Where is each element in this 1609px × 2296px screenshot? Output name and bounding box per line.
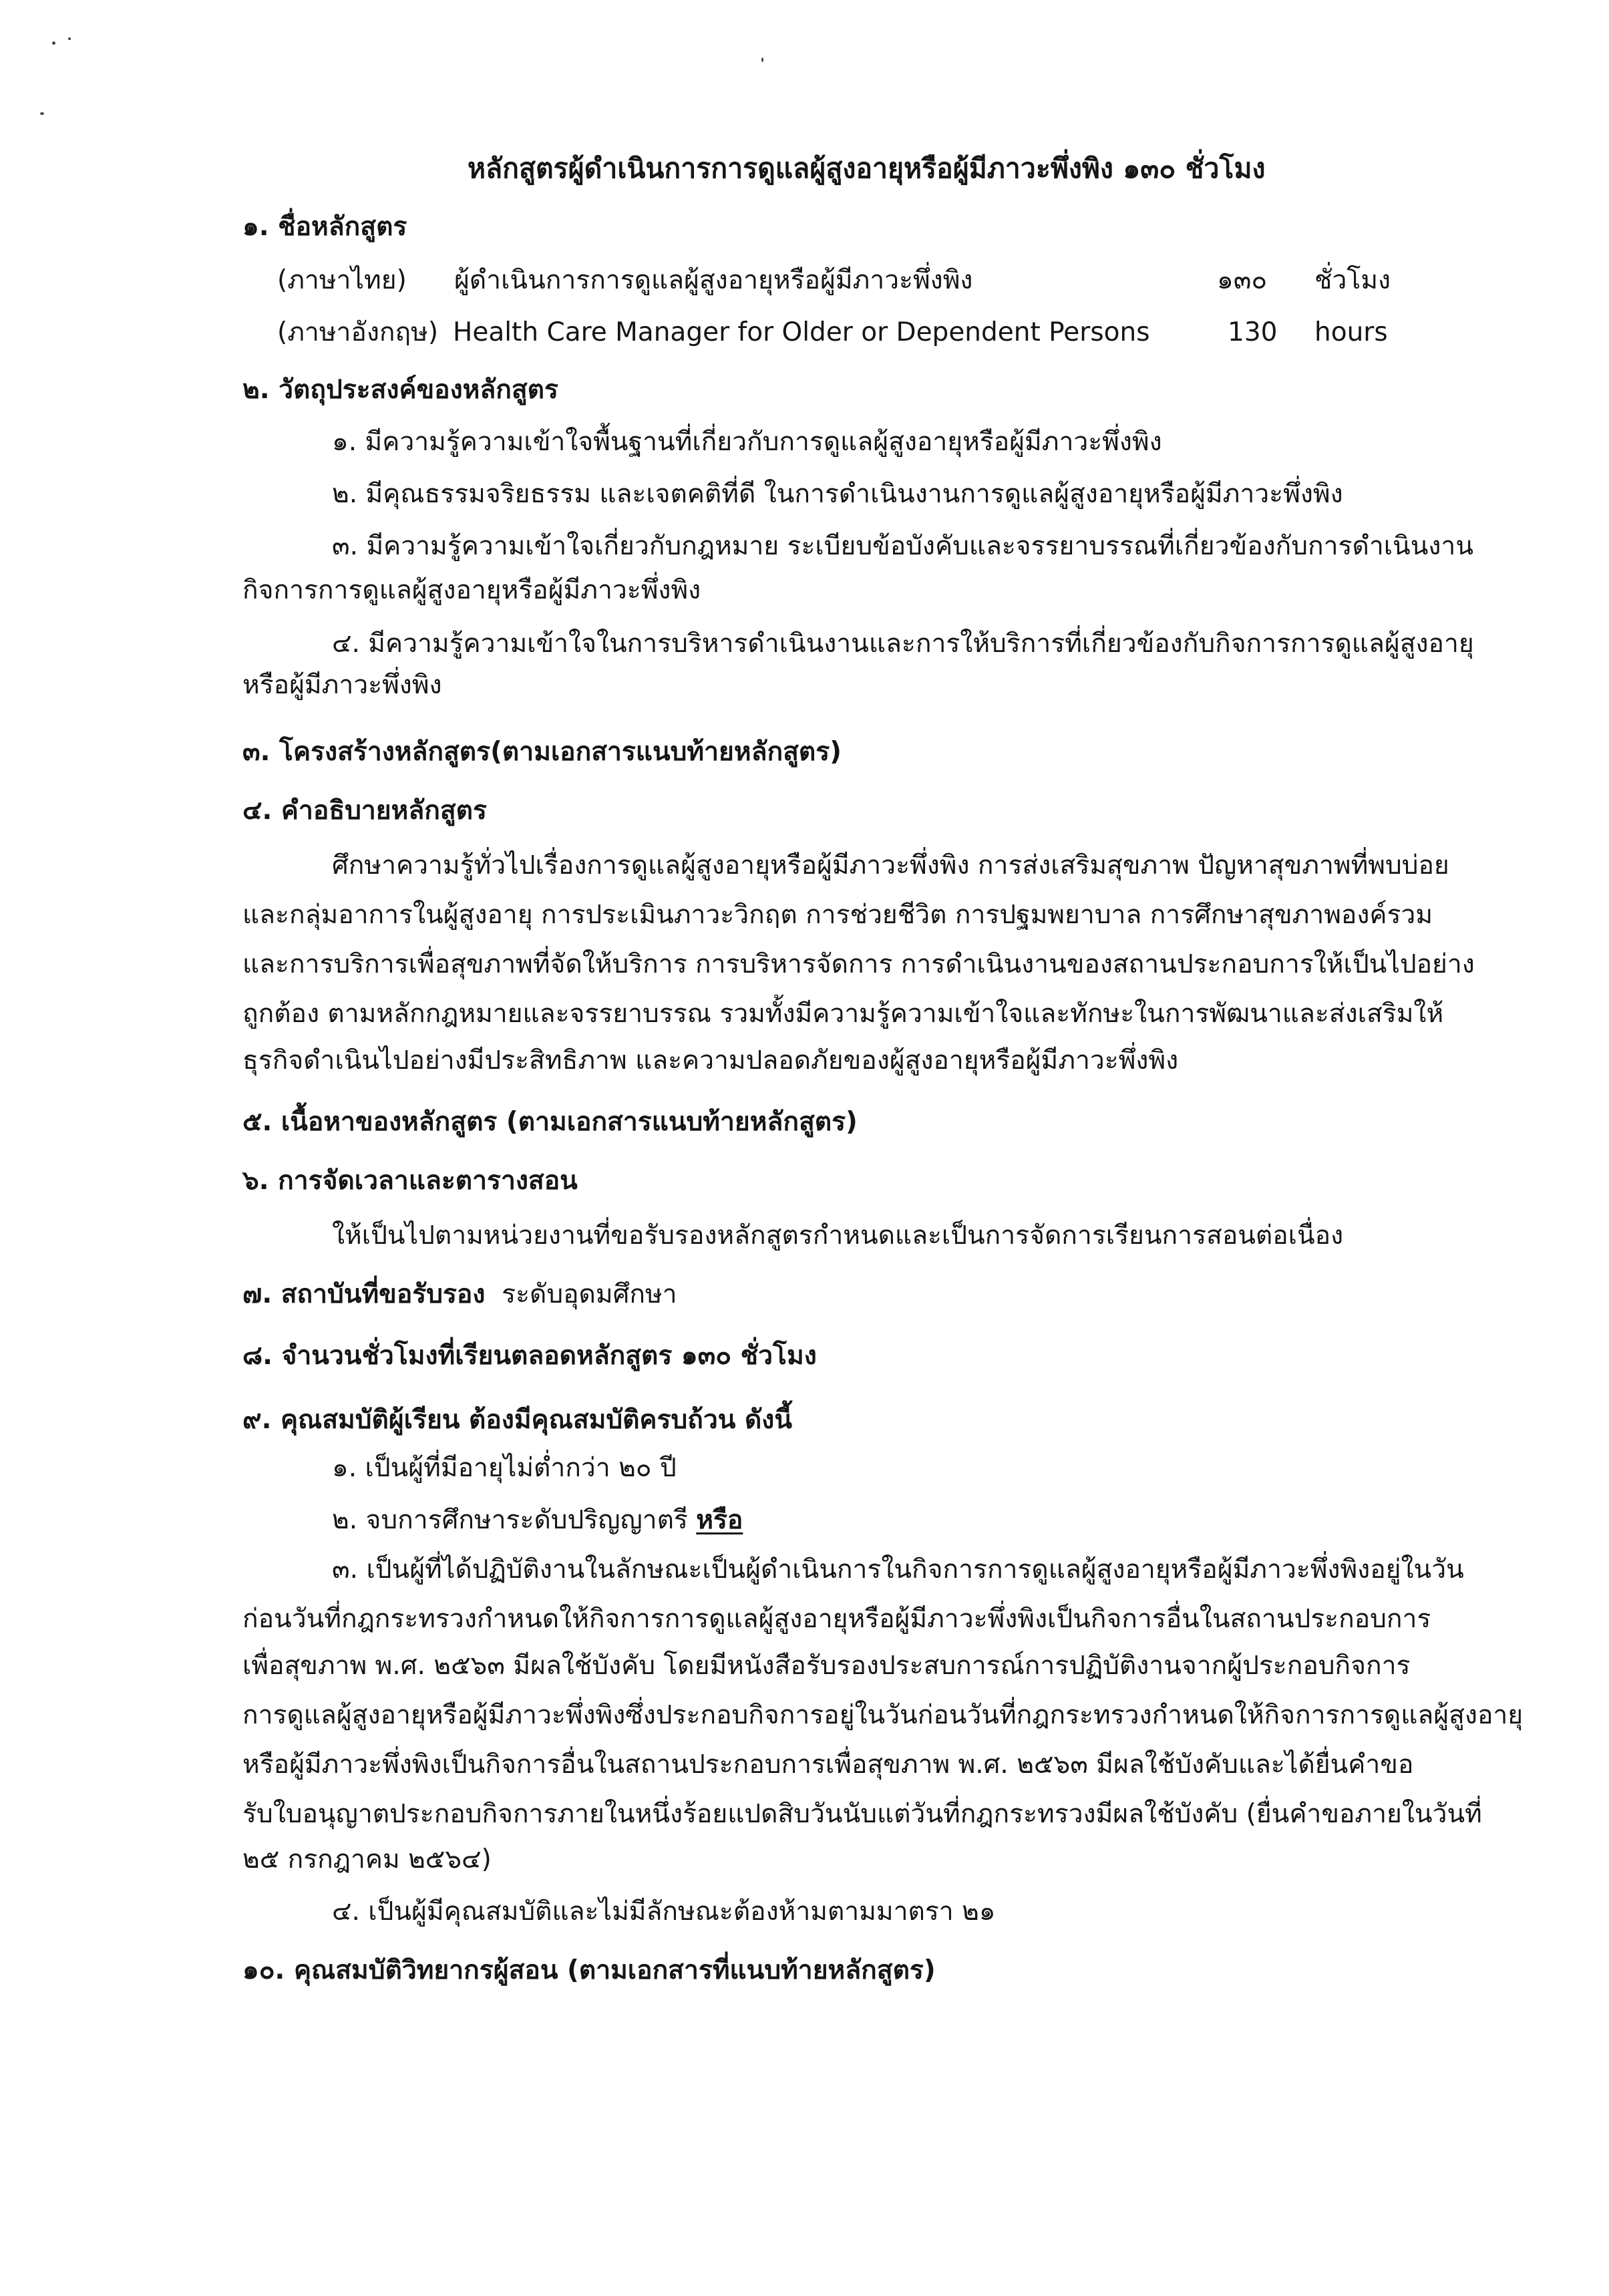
qualification-2-text: ๒. จบการศึกษาระดับปริญญาตรี — [332, 1505, 688, 1535]
section-6-heading: ๖. การจัดเวลาและตารางสอน — [242, 1166, 578, 1196]
section-1-heading: ๑. ชื่อหลักสูตร — [242, 212, 407, 242]
description-line-5: ธุรกิจดำเนินไปอย่างมีประสิทธิภาพ และความปลอดภัยของผู้สูงอายุหรือผู้มีภาวะพึ่งพิง — [242, 1045, 1179, 1076]
qualification-3-line-1: ๓. เป็นผู้ที่ได้ปฏิบัติงานในลักษณะเป็นผู้ดำเนินการในกิจการการดูแลผู้สูงอายุหรือผู้มีภาวะพึ่งพิงอยู่ในวัน — [332, 1554, 1464, 1585]
qualification-3-line-3: เพื่อสุขภาพ พ.ศ. ๒๕๖๓ มีผลใช้บังคับ โดยมีหนังสือรับรองประสบการณ์การปฏิบัติงานจากผู้ประกอบกิจการ — [242, 1651, 1411, 1681]
scan-speck — [761, 57, 763, 62]
section-5-heading: ๕. เนื้อหาของหลักสูตร (ตามเอกสารแนบท้ายหลักสูตร) — [242, 1107, 858, 1137]
section-7 — [242, 1281, 677, 1307]
qualification-2-or: หรือ — [696, 1505, 743, 1535]
course-hours-thai: ๑๓๐ — [1217, 265, 1268, 295]
section-4-heading: ๔. คำอธิบายหลักสูตร — [242, 796, 487, 826]
section-9-heading: ๙. คุณสมบัติผู้เรียน ต้องมีคุณสมบัติครบถ้วน ดังนี้ — [242, 1405, 792, 1435]
course-name-thai: ผู้ดำเนินการการดูแลผู้สูงอายุหรือผู้มีภาวะพึ่งพิง — [454, 265, 973, 295]
objective-4-line-1: ๔. มีความรู้ความเข้าใจในการบริหารดำเนินงานและการให้บริการที่เกี่ยวข้องกับกิจการการดูแลผู้สูงอายุ — [332, 629, 1474, 659]
scan-speck — [68, 37, 71, 40]
course-name-eng: Health Care Manager for Older or Dependent Persons — [453, 317, 1150, 347]
objective-2: ๒. มีคุณธรรมจริยธรรม และเจตคติที่ดี ในการดำเนินงานการดูแลผู้สูงอายุหรือผู้มีภาวะพึ่งพิง — [332, 479, 1343, 509]
qualification-3-line-2: ก่อนวันที่กฎกระทรวงกำหนดให้กิจการการดูแลผู้สูงอายุหรือผู้มีภาวะพึ่งพิงเป็นกิจการอื่นในสถานประกอบการ — [242, 1604, 1431, 1634]
section-3-heading: ๓. โครงสร้างหลักสูตร(ตามเอกสารแนบท้ายหลักสูตร) — [242, 737, 842, 767]
objective-3-line-1: ๓. มีความรู้ความเข้าใจเกี่ยวกับกฎหมาย ระเบียบข้อบังคับและจรรยาบรรณที่เกี่ยวข้องกับการดำเนินงาน — [332, 531, 1473, 561]
objective-4-line-2: หรือผู้มีภาวะพึ่งพิง — [242, 670, 442, 700]
qualification-2 — [332, 1507, 743, 1533]
qualification-1: ๑. เป็นผู้ที่มีอายุไม่ต่ำกว่า ๒๐ ปี — [332, 1453, 677, 1483]
course-hours-unit-eng: hours — [1314, 317, 1388, 347]
qualification-4: ๔. เป็นผู้มีคุณสมบัติและไม่มีลักษณะต้องห้ามตามมาตรา ๒๑ — [332, 1897, 996, 1927]
course-hours-eng: 130 — [1228, 317, 1278, 347]
section-7-heading: ๗. สถาบันที่ขอรับรอง — [242, 1279, 486, 1309]
objective-3-line-2: กิจการการดูแลผู้สูงอายุหรือผู้มีภาวะพึ่งพิง — [242, 575, 701, 605]
schedule-text: ให้เป็นไปตามหน่วยงานที่ขอรับรองหลักสูตรกำหนดและเป็นการจัดการเรียนการสอนต่อเนื่อง — [332, 1220, 1344, 1251]
qualification-3-line-4: การดูแลผู้สูงอายุหรือผู้มีภาวะพึ่งพิงซึ่งประกอบกิจการอยู่ในวันก่อนวันที่กฎกระทรวงกำหนดให้กิจการการดูแลผู้สูงอายุ — [242, 1700, 1524, 1730]
course-hours-unit-thai: ชั่วโมง — [1314, 265, 1391, 295]
section-7-value: ระดับอุดมศึกษา — [502, 1279, 677, 1309]
section-2-heading: ๒. วัตถุประสงค์ของหลักสูตร — [242, 375, 558, 405]
section-10-heading: ๑๐. คุณสมบัติวิทยากรผู้สอน (ตามเอกสารที่แนบท้ายหลักสูตร) — [242, 1955, 936, 1985]
scan-speck — [52, 41, 55, 45]
document-title: หลักสูตรผู้ดำเนินการการดูแลผู้สูงอายุหรือผู้มีภาวะพึ่งพิง ๑๓๐ ชั่วโมง — [468, 152, 1266, 184]
qualification-3-line-5: หรือผู้มีภาวะพึ่งพิงเป็นกิจการอื่นในสถานประกอบการเพื่อสุขภาพ พ.ศ. ๒๕๖๓ มีผลใช้บังคับและได้ยื่นคำขอ — [242, 1750, 1414, 1780]
qualification-3-line-7: ๒๕ กรกฎาคม ๒๕๖๔) — [242, 1844, 492, 1874]
objective-1: ๑. มีความรู้ความเข้าใจพื้นฐานที่เกี่ยวกับการดูแลผู้สูงอายุหรือผู้มีภาวะพึ่งพิง — [332, 427, 1162, 457]
section-8-heading: ๘. จำนวนชั่วโมงที่เรียนตลอดหลักสูตร ๑๓๐ ชั่วโมง — [242, 1341, 817, 1371]
qualification-3-line-6: รับใบอนุญาตประกอบกิจการภายในหนึ่งร้อยแปดสิบวันนับแต่วันที่กฎกระทรวงมีผลใช้บังคับ (ยื่นคำขอภายในวันที่ — [242, 1799, 1482, 1829]
description-line-4: ถูกต้อง ตามหลักกฎหมายและจรรยาบรรณ รวมทั้งมีความรู้ความเข้าใจและทักษะในการพัฒนาและส่งเสริมให้ — [242, 999, 1444, 1029]
course-name-eng-label: (ภาษาอังกฤษ) — [277, 317, 439, 347]
course-name-thai-label: (ภาษาไทย) — [277, 265, 407, 295]
scan-speck — [40, 112, 44, 115]
description-line-2: และกลุ่มอาการในผู้สูงอายุ การประเมินภาวะวิกฤต การช่วยชีวิต การปฐมพยาบาล การศึกษาสุขภาพองค์รวม — [242, 900, 1433, 930]
description-line-3: และการบริการเพื่อสุขภาพที่จัดให้บริการ การบริหารจัดการ การดำเนินงานของสถานประกอบการให้เป็นไปอย่าง — [242, 949, 1475, 979]
description-line-1: ศึกษาความรู้ทั่วไปเรื่องการดูแลผู้สูงอายุหรือผู้มีภาวะพึ่งพิง การส่งเสริมสุขภาพ ปัญหาสุขภาพที่พบบ่อย — [332, 850, 1449, 880]
